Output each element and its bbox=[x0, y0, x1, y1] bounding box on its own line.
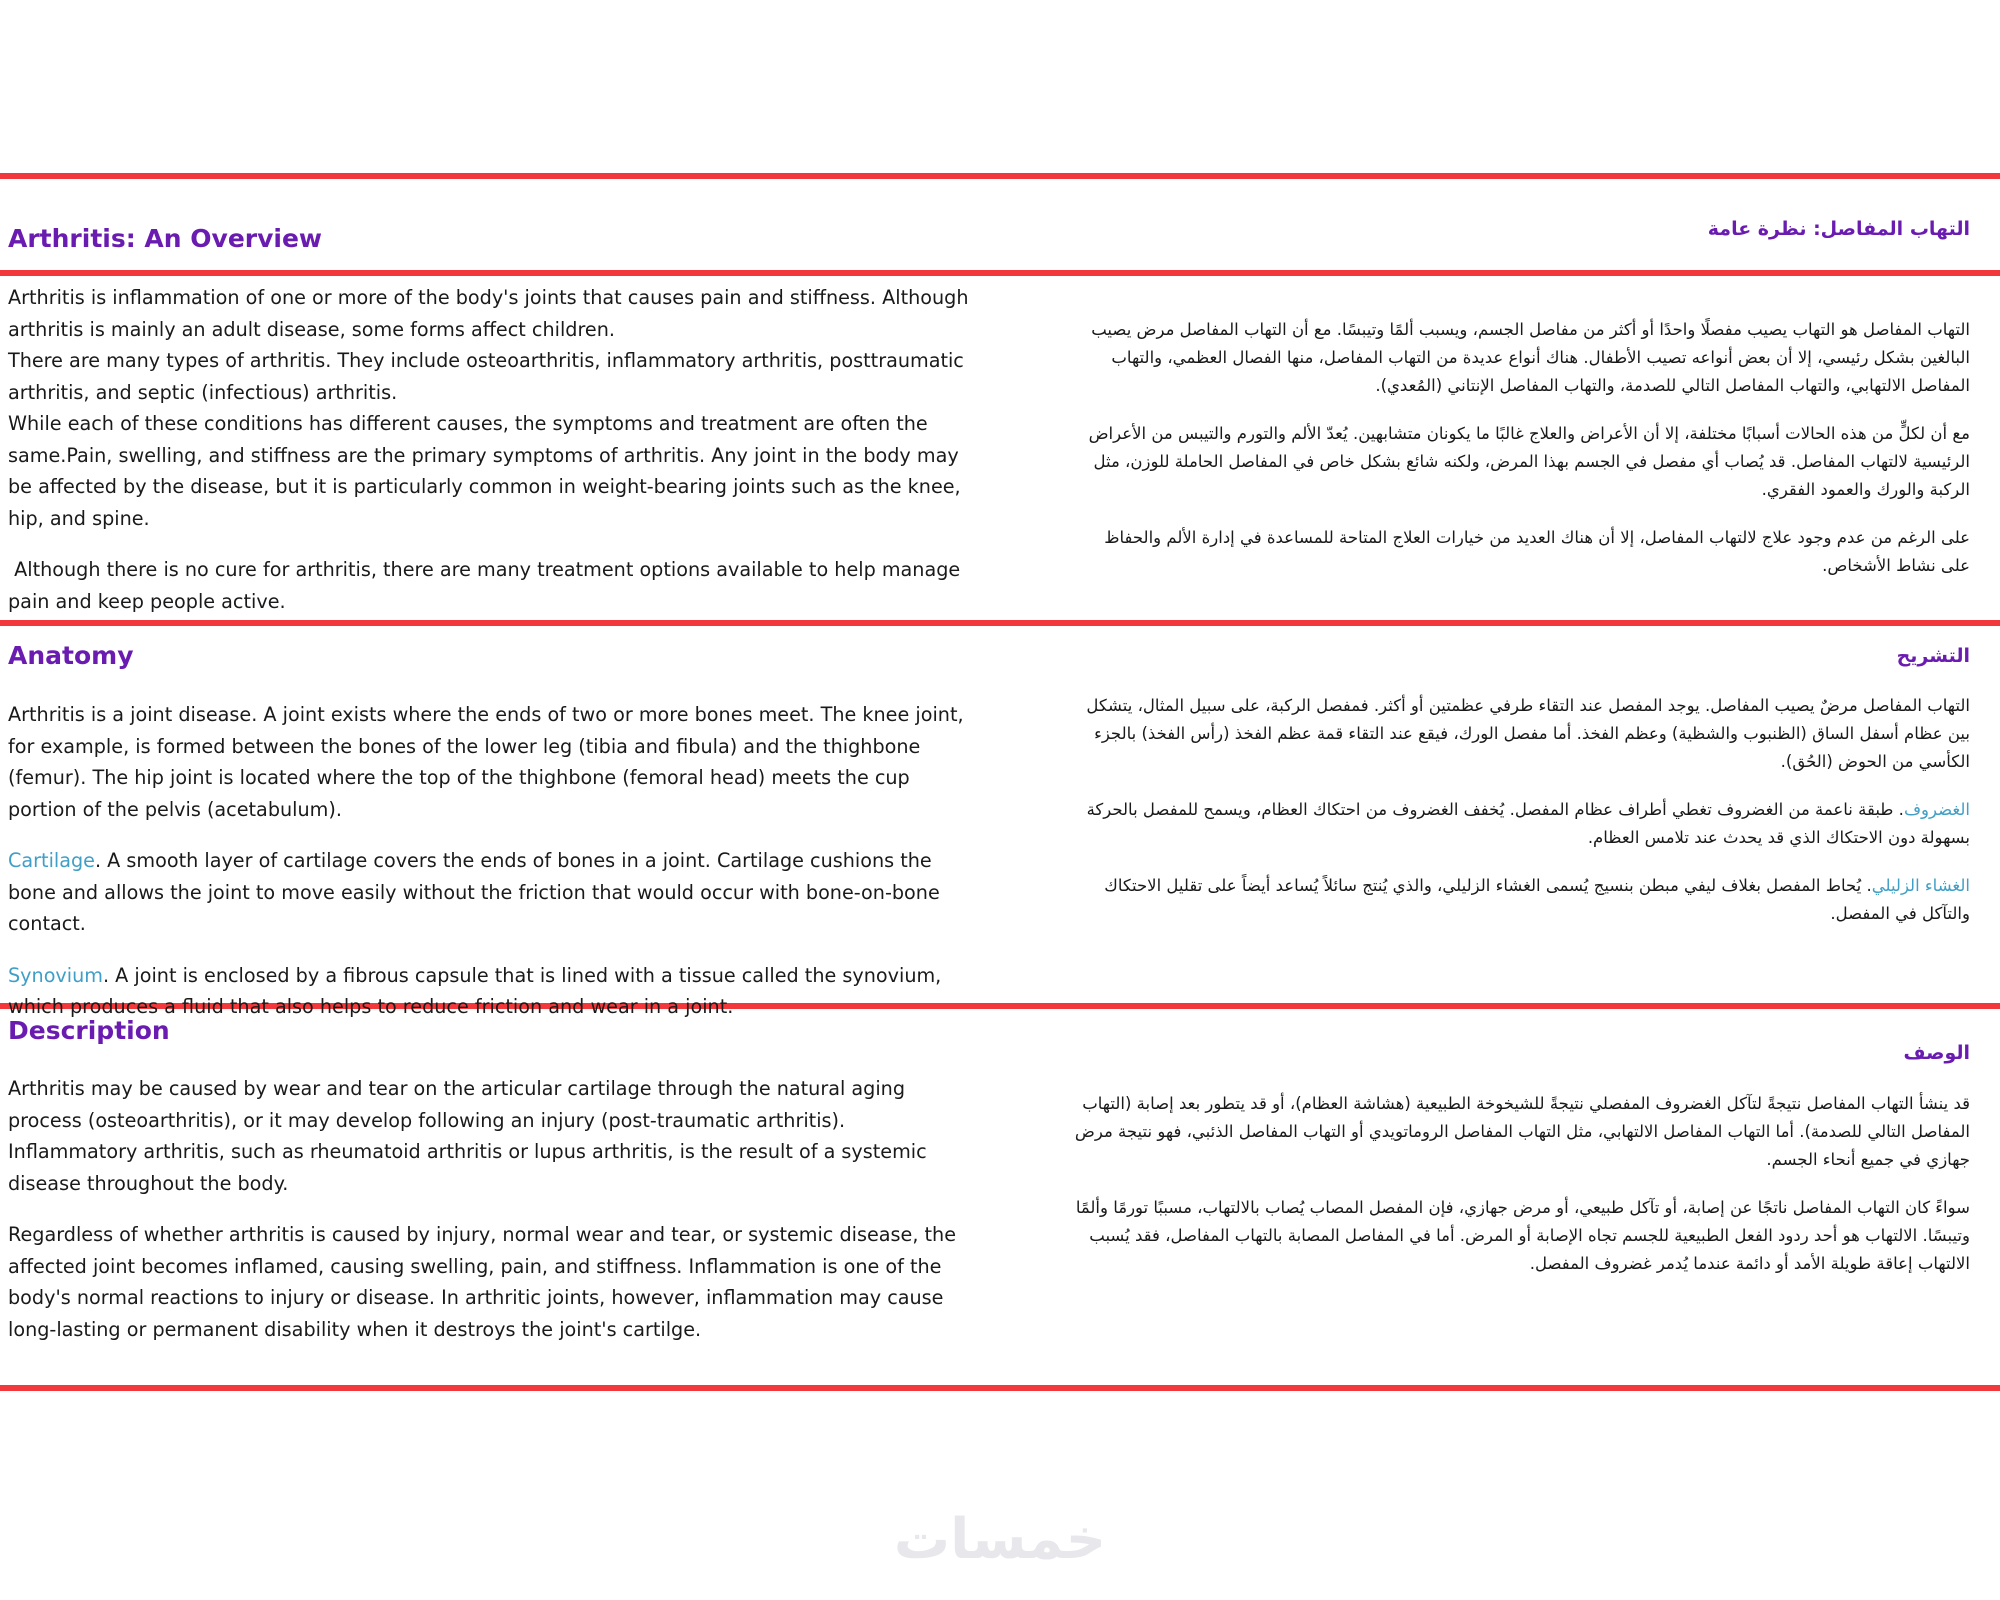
overview-para-2: There are many types of arthritis. They include osteoarthritis, inflammatory arthritis, posttraumatic arthritis, and septic (infectious) arthritis. bbox=[8, 349, 964, 404]
overview-text-ar bbox=[1070, 316, 1970, 580]
description-ar-para-1: قد ينشأ التهاب المفاصل نتيجةً لتآكل الغضروف المفصلي نتيجةً للشيخوخة الطبيعية (هشاشة العظام)، أو قد يتطور بعد إصابة (التهاب المفاصل التالي للصدمة). أما التهاب المفاصل الالتهابي، مثل التهاب المفاصل الروماتويدي أو التهاب المفاصل الذئبي، فهو نتيجة مرض جهازي في جميع أنحاء الجسم. bbox=[1074, 1094, 1970, 1169]
overview-para-1: Arthritis is inflammation of one or more of the body's joints that causes pain and stiffness. Although arthritis is mainly an adult disease, some forms affect children. bbox=[8, 286, 969, 341]
overview-ar-para-1: التهاب المفاصل هو التهاب يصيب مفصلًا واحدًا أو أكثر من مفاصل الجسم، ويسبب ألمًا وتيبسًا. مع أن التهاب المفاصل مرض يصيب البالغين بشكل رئيسي، إلا أن بعض أنواعه تصيب الأطفال. هناك أنواع عديدة من التهاب المفاصل، منها الفصال العظمي، والتهاب المفاصل الالتهابي، والتهاب المفاصل التالي للصدمة، والتهاب المفاصل الإنتاني (المُعدي). bbox=[1091, 320, 1970, 395]
bottom-rule bbox=[0, 1385, 2000, 1391]
synovium-term-ar: الغشاء الزليلي bbox=[1871, 876, 1970, 895]
anatomy-title-ar: التشريح bbox=[1896, 645, 1970, 667]
cartilage-text-ar: . طبقة ناعمة من الغضروف تغطي أطراف عظام المفصل. يُخفف الغضروف من احتكاك العظام، ويسمح للمفصل بالحركة بسهولة دون الاحتكاك الذي قد يحدث عند تلامس العظام. bbox=[1086, 800, 1970, 847]
overview-rule bbox=[0, 270, 2000, 276]
anatomy-cartilage-ar bbox=[1070, 796, 1970, 852]
anatomy-intro-ar: التهاب المفاصل مرضٌ يصيب المفاصل. يوجد المفصل عند التقاء طرفي عظمتين أو أكثر. فمفصل الركبة، على سبيل المثال، يتشكل بين عظام أسفل الساق (الظنبوب والشظية) وعظم الفخذ. أما مفصل الورك، فيقع عند التقاء قمة عظم الفخذ (رأس الفخذ) بالجزء الكأسي من الحوض (الحُق). bbox=[1086, 696, 1970, 771]
overview-para-3: While each of these conditions has different causes, the symptoms and treatment are often the same.Pain, swelling, and stiffness are the primary symptoms of arthritis. Any joint in the body may be affected by the disease, but it is particularly common in weight-bearing joints such as the knee, hip, and spine. bbox=[8, 412, 961, 530]
anatomy-synovium-en bbox=[8, 960, 978, 1023]
khamsat-logo: خمسات bbox=[893, 1507, 1107, 1572]
description-ar-para-2: سواءً كان التهاب المفاصل ناتجًا عن إصابة، أو تآكل طبيعي، أو مرض جهازي، فإن المفصل المصاب يُصاب بالالتهاب، مسببًا تورمًا وألمًا وتيبسًا. الالتهاب هو أحد ردود الفعل الطبيعية للجسم تجاه الإصابة أو المرض. أما في المفاصل المصابة بالتهاب المفاصل، فقد يُسبب الالتهاب إعاقة طويلة الأمد أو دائمة عندما يُدمر غضروف المفصل. bbox=[1075, 1198, 1970, 1273]
anatomy-intro-en: Arthritis is a joint disease. A joint exists where the ends of two or more bones meet. The knee joint, for example, is formed between the bones of the lower leg (tibia and fibula) and the thighbone (femur). The hip joint is located where the top of the thighbone (femoral head) meets the cup portion of the pelvis (acetabulum). bbox=[8, 703, 964, 821]
description-text-ar bbox=[1070, 1090, 1970, 1278]
overview-title-ar: التهاب المفاصل: نظرة عامة bbox=[1707, 218, 1970, 240]
anatomy-rule bbox=[0, 620, 2000, 626]
overview-ar-para-2: مع أن لكلٍّ من هذه الحالات أسبابًا مختلفة، إلا أن الأعراض والعلاج غالبًا ما يكونان متشابهين. يُعدّ الألم والتورم والتيبس من الأعراض الرئيسية لالتهاب المفاصل. قد يُصاب أي مفصل في الجسم بهذا المرض، ولكنه شائع بشكل خاص في المفاصل الحاملة للوزن، مثل الركبة والورك والعمود الفقري. bbox=[1088, 424, 1970, 499]
cartilage-term-ar: الغضروف bbox=[1903, 800, 1970, 819]
anatomy-text-en bbox=[8, 699, 978, 1023]
top-rule bbox=[0, 173, 2000, 179]
description-para-2: Regardless of whether arthritis is caused by injury, normal wear and tear, or systemic disease, the affected joint becomes inflamed, causing swelling, pain, and stiffness. Inflammation is one of the body's normal reactions to injury or disease. In arthritic joints, however, inflammation may cause long-lasting or permanent disability when it destroys the joint's cartilge. bbox=[8, 1223, 957, 1341]
overview-para-4: Although there is no cure for arthritis, there are many treatment options available to help manage pain and keep people active. bbox=[8, 558, 967, 613]
overview-ar-para-3: على الرغم من عدم وجود علاج لالتهاب المفاصل، إلا أن هناك العديد من خيارات العلاج المتاحة للمساعدة في إدارة الألم والحفاظ على نشاط الأشخاص. bbox=[1104, 528, 1970, 575]
cartilage-text-en: . A smooth layer of cartilage covers the ends of bones in a joint. Cartilage cushions the bone and allows the joint to move easily without the friction that would occur with bone-on-bone contact. bbox=[8, 849, 940, 935]
anatomy-cartilage-en bbox=[8, 845, 978, 940]
description-title-ar: الوصف bbox=[1903, 1042, 1970, 1064]
anatomy-synovium-ar bbox=[1070, 872, 1970, 928]
synovium-text-en: . A joint is enclosed by a fibrous capsule that is lined with a tissue called the synovium, which produces a fluid that also helps to reduce friction and wear in a joint. bbox=[8, 963, 942, 1018]
description-text-en bbox=[8, 1073, 978, 1345]
anatomy-text-ar bbox=[1070, 692, 1970, 928]
synovium-text-ar: . يُحاط المفصل بغلاف ليفي مبطن بنسيج يُسمى الغشاء الزليلي، والذي يُنتج سائلاً يُساعد أيضاً على تقليل الاحتكاك والتآكل في المفصل. bbox=[1104, 876, 1970, 923]
anatomy-title-en: Anatomy bbox=[8, 641, 134, 670]
overview-text-en bbox=[8, 282, 978, 617]
description-title-en: Description bbox=[8, 1016, 170, 1045]
cartilage-term-en: Cartilage bbox=[8, 849, 95, 872]
synovium-term-en: Synovium bbox=[8, 963, 103, 987]
description-para-1: Arthritis may be caused by wear and tear on the articular cartilage through the natural aging process (osteoarthritis), or it may develop following an injury (post-traumatic arthritis). Inflammatory arthritis, such as rheumatoid arthritis or lupus arthritis, is the result of a systemic disease throughout the body. bbox=[8, 1077, 927, 1195]
overview-title-en: Arthritis: An Overview bbox=[8, 224, 323, 253]
